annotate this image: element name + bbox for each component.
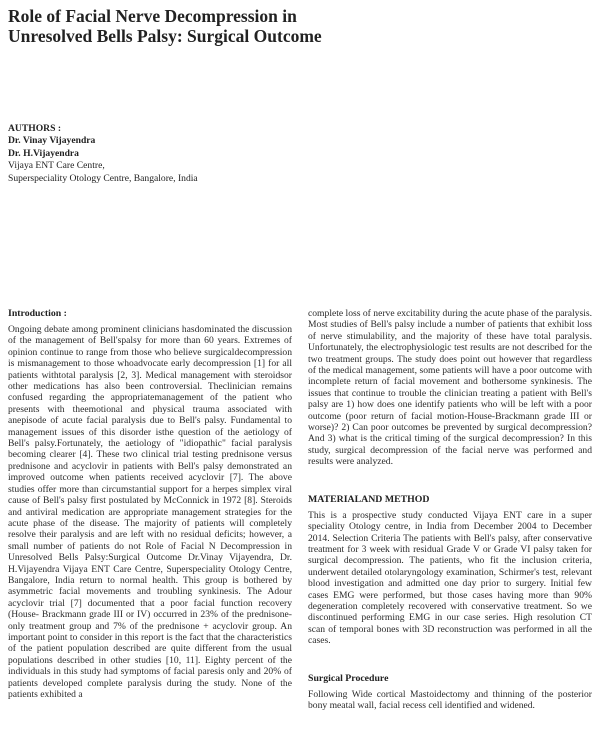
affiliation-2: Superspeciality Otology Centre, Bangalore, India: [8, 172, 198, 184]
introduction-continued: complete loss of nerve excitability during the acute phase of the paralysis. Most studies of Bell's palsy include a number of patients that exhibit loss of nerve stimulability, and the majority of these have total paralysis. Unfortunately, the electrophysiologic test results are not described for the two treatment groups. The study does point out however that regardless of the medical management, some patients will have a poor outcome with incomplete return of facial movement and bothersome synkinesis. The issues that continue to trouble the clinician treating a patient with Bell's palsy are 1) how does one identify patients who will be left with a poor outcome (poor return of facial motion-House-Brackmann grade III or worse)? 2) Can poor outcomes be prevented by surgical decompression? And 3) what is the critical timing of the surgical decompression? In this study, surgical decompression of the facial nerve was performed and results were analyzed.: [308, 308, 592, 468]
title-line-2: Unresolved Bells Palsy: Surgical Outcome: [8, 26, 322, 46]
title-line-1: Role of Facial Nerve Decompression in: [8, 6, 297, 26]
materials-body: This is a prospective study conducted Vijaya ENT care in a super speciality Otology centre, in India from December 2004 to December 2014. Selection Criteria The patients with Bell's palsy, after conservative treatment for 3 week with residual Grade V or Grade VI palsy taken for surgical decompression. The patients, who fit the inclusion criteria, underwent detailed otolaryngology examination, Schirmer's test, relevant blood investigation and admitted one day prior to surgery. Initial few cases EMG were performed, but those cases having more than 90% degeneration completely recovered with conservative treatment. So we discontinued performing EMG in our case series. High resolution CT scan of temporal bones with 3D reconstruction was performed in all the cases.: [308, 509, 592, 647]
authors-heading: AUTHORS :: [8, 123, 62, 134]
paper-title: [8, 6, 588, 46]
surgical-body: Following Wide cortical Mastoidectomy and thinning of the posterior bony meatal wall, facial recess cell identified and widened.: [308, 688, 592, 711]
author-1: Dr. Vinay Vijayendra: [8, 135, 96, 147]
materials-heading: MATERIALAND METHOD: [308, 493, 430, 505]
authors-block: [8, 123, 408, 185]
right-column: [308, 308, 592, 711]
introduction-body: Ongoing debate among prominent clinicians hasdominated the discussion of the management of Bell'spalsy for more than 60 years. Extremes of opinion continue to range from those who believe surgicaldecompression is mismanagement to those whoadvocate early decompression [1] for all patients withtotal paralysis [2, 3]. Medical management with steroidsor other medications has also been controversial. Theclinician remains confused regarding the appropriatemanagement of the patient who presents with theemotional and physical trauma associated with anepisode of acute facial paralysis due to Bell's palsy. Fundamental to management issues of this disorder isthe question of the aetiology of Bell's palsy.Fortunately, the aetiology of "idiopathic" facial paralysis becoming clearer [4]. These two clinical trial testing prednisone versus prednisone and acyclovir in patients with Bell's palsy demonstrated an improved outcome when patients received acyclovir [7]. The above studies offer more than circumstantial support for a herpes simplex viral cause of Bell's palsy first postulated by McConnick in 1972 [8]. Steroids and antiviral medication are appropriate management strategies for the acute phase of the disease. The majority of patients will completely resolve their paralysis and are left with no residual deficits; however, a small number of patients do not Role of Facial N Decompression in Unresolved Bells Palsy:Surgical Outcome Dr.Vinay Vijayendra, Dr. H.Vijayendra Vijaya ENT Care Centre, Superspeciality Otology Centre, Bangalore, India return to normal health. This group is bothered by asymmetric facial movements and troubling synkinesis. The Adour acyclovir trial [7] documented that a poor facial function recovery (House- Brackmann grade III or IV) occurred in 23% of the prednisone-only treatment group and 7% of the prednisone + acyclovir group. An important point to consider in this report is the fact that the characteristics of the patient population described are quite different from the usual populations described in other studies [10, 11]. Eighty percent of the individuals in this study had symptoms of facial paresis only and 20% of patients developed complete paralysis during the study. None of the patients exhibited a: [8, 324, 292, 700]
left-column: [8, 308, 292, 700]
introduction-heading: Introduction :: [8, 308, 67, 319]
surgical-heading: Surgical Procedure: [308, 672, 389, 684]
affiliation-1: Vijaya ENT Care Centre,: [8, 160, 105, 172]
author-2: Dr. H.Vijayendra: [8, 147, 79, 159]
